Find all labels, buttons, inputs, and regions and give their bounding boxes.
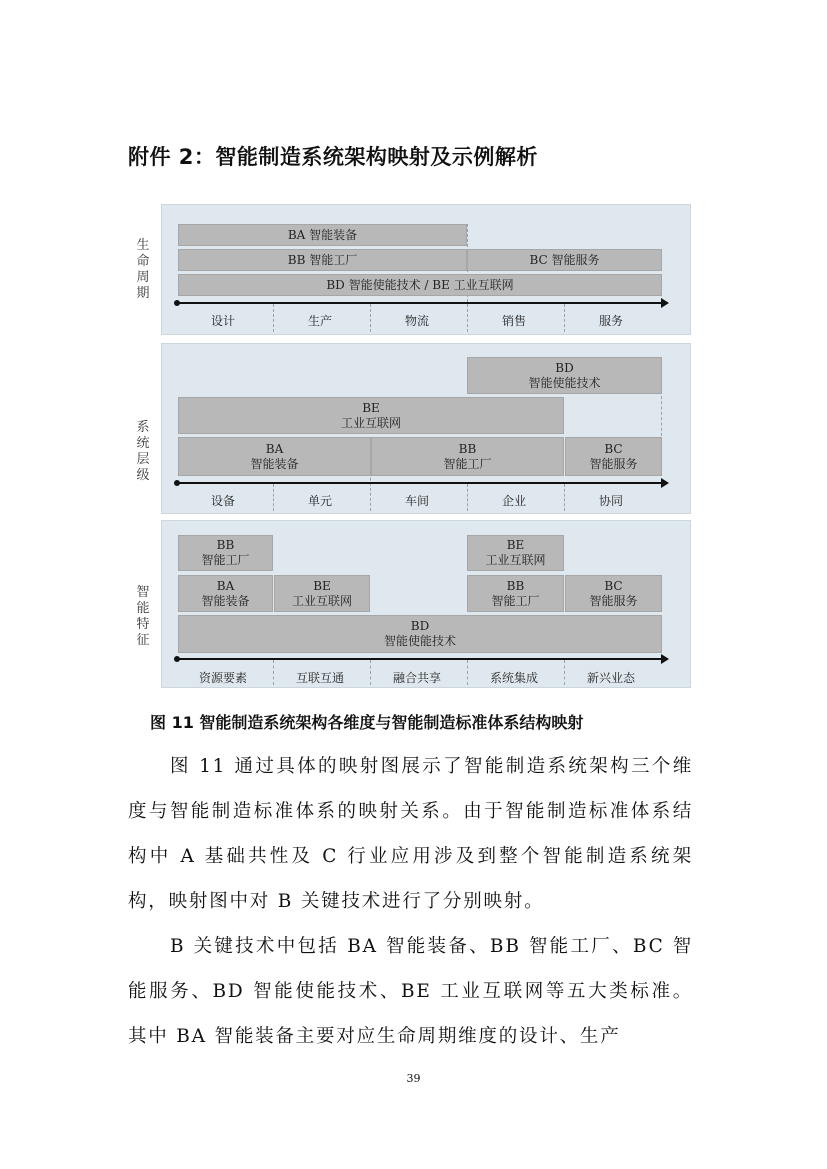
system-tick-device: 设备 bbox=[210, 494, 235, 508]
lifecycle-ba-box: BA 智能装备 bbox=[178, 224, 467, 246]
features-bb-top-box: BB 智能工厂 bbox=[178, 535, 273, 571]
system-axis bbox=[177, 482, 662, 484]
features-bd-box: BD 智能使能技术 bbox=[178, 615, 662, 653]
lifecycle-tick-production: 生产 bbox=[307, 314, 332, 328]
lifecycle-axis bbox=[177, 302, 662, 304]
figure-caption: 图 11 智能制造系统架构各维度与智能制造标准体系结构映射 bbox=[150, 713, 584, 732]
system-tick-enterprise: 企业 bbox=[501, 494, 526, 508]
lifecycle-tick-service: 服务 bbox=[598, 314, 623, 328]
lifecycle-bc-box: BC 智能服务 bbox=[467, 249, 662, 271]
system-bd-box: BD 智能使能技术 bbox=[467, 357, 662, 394]
system-bb-box: BB 智能工厂 bbox=[371, 437, 564, 476]
lifecycle-tick-design: 设计 bbox=[210, 314, 235, 328]
system-be-box: BE 工业互联网 bbox=[178, 397, 564, 434]
features-axis bbox=[177, 658, 662, 660]
page-heading: 附件 2：智能制造系统架构映射及示例解析 bbox=[128, 145, 538, 169]
features-tick-interconnection: 互联互通 bbox=[295, 671, 344, 685]
system-ba-box: BA 智能装备 bbox=[178, 437, 371, 476]
system-tick-unit: 单元 bbox=[307, 494, 332, 508]
features-bb-mid-box: BB 智能工厂 bbox=[467, 575, 564, 612]
features-tick-fusion: 融合共享 bbox=[392, 671, 441, 685]
lifecycle-tick-logistics: 物流 bbox=[404, 314, 429, 328]
features-tick-integration: 系统集成 bbox=[489, 671, 538, 685]
system-tick-workshop: 车间 bbox=[404, 494, 429, 508]
system-bc-box: BC 智能服务 bbox=[565, 437, 662, 476]
body-paragraph-1: 图 11 通过具体的映射图展示了智能制造系统架构三个维度与智能制造标准体系的映射关系。由于智能制造标准体系结构中 A 基础共性及 C 行业应用涉及到整个智能制造系统架构，映射图中对 B 关键技术进行了分别映射。 bbox=[128, 756, 693, 912]
features-ba-box: BA 智能装备 bbox=[178, 575, 273, 612]
features-be-mid-box: BE 工业互联网 bbox=[274, 575, 370, 612]
lifecycle-side-label: 生 命 周 期 bbox=[136, 238, 150, 301]
lifecycle-tick-sales: 销售 bbox=[501, 314, 526, 328]
system-side-label: 系 统 层 级 bbox=[136, 420, 150, 483]
features-be-top-box: BE 工业互联网 bbox=[467, 535, 564, 571]
features-tick-resources: 资源要素 bbox=[198, 671, 247, 685]
lifecycle-bb-box: BB 智能工厂 bbox=[178, 249, 467, 271]
lifecycle-bd-be-box: BD 智能使能技术 / BE 工业互联网 bbox=[178, 274, 662, 296]
features-side-label: 智 能 特 征 bbox=[136, 585, 150, 648]
system-tick-collaboration: 协同 bbox=[598, 494, 623, 508]
page-number: 39 bbox=[406, 1072, 421, 1085]
features-tick-new-business: 新兴业态 bbox=[586, 671, 635, 685]
body-paragraph-2: B 关键技术中包括 BA 智能装备、BB 智能工厂、BC 智能服务、BD 智能使能技术、BE 工业互联网等五大类标准。其中 BA 智能装备主要对应生命周期维度的设计、生产 bbox=[128, 936, 693, 1047]
features-bc-box: BC 智能服务 bbox=[565, 575, 662, 612]
